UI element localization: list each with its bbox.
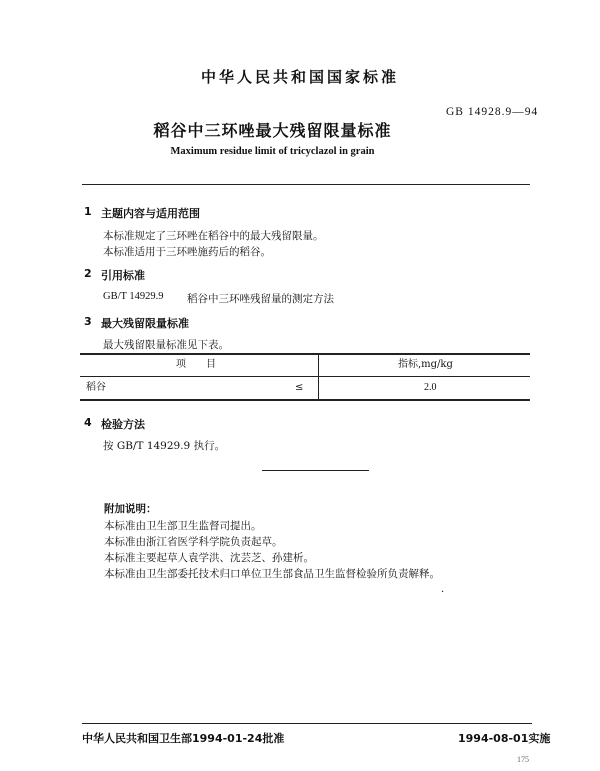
table-row	[80, 377, 530, 399]
section-1-line-2: 本标准适用于三环唑施药后的稻谷。	[103, 246, 271, 258]
section-3-heading: 最大残留限量标准	[101, 317, 189, 330]
document-title: 稻谷中三环唑最大残留限量标准	[153, 121, 392, 140]
reference-title: 稻谷中三环唑残留量的测定方法	[187, 293, 334, 305]
page-number: 175	[517, 755, 529, 764]
section-1-number: 1	[84, 205, 92, 218]
header-divider	[82, 184, 530, 185]
appendix-line-1: 本标准由卫生部卫生监督司提出。	[104, 520, 262, 532]
section-2-heading: 引用标准	[101, 269, 145, 282]
max-residue-limit-table	[80, 353, 530, 399]
implementation-date: 1994-08-01实施	[458, 732, 551, 745]
reference-code: GB/T 14929.9	[103, 291, 164, 302]
appendix-line-4: 本标准由卫生部委托技术归口单位卫生部食品卫生监督检验所负责解释。	[104, 568, 440, 580]
table-column-divider	[318, 354, 319, 399]
table-header-row	[80, 354, 530, 376]
table-cell-value: 2.0	[424, 382, 437, 393]
national-standard-heading: 中华人民共和国国家标准	[200, 68, 399, 86]
appendix-line-2: 本标准由浙江省医学科学院负责起草。	[104, 536, 283, 548]
section-1-heading: 主题内容与适用范围	[101, 207, 200, 220]
table-cell-item: 稻谷	[86, 382, 106, 393]
section-2-number: 2	[84, 267, 92, 280]
section-1-line-1: 本标准规定了三环唑在稻谷中的最大残留限量。	[103, 230, 324, 242]
table-header-item: 项 目	[176, 359, 216, 370]
appendix-line-3: 本标准主要起草人袁学洪、沈芸芝、孙建析。	[104, 552, 314, 564]
footer-divider	[82, 723, 532, 724]
section-4-heading: 检验方法	[101, 418, 145, 431]
section-3-intro: 最大残留限量标准见下表。	[103, 339, 229, 351]
body-end-divider	[262, 470, 369, 471]
approval-line: 中华人民共和国卫生部1994-01-24批准	[82, 732, 285, 745]
section-3-number: 3	[84, 315, 92, 328]
table-header-value: 指标,mg/kg	[398, 359, 453, 370]
section-4-line-1: 按 GB/T 14929.9 执行。	[103, 440, 226, 452]
table-cell-operator: ≤	[295, 382, 304, 393]
appendix-title: 附加说明：	[104, 503, 157, 515]
section-4-number: 4	[84, 416, 92, 429]
document-title-english: Maximum residue limit of tricyclazol in grain	[170, 146, 375, 157]
table-bottom-rule	[80, 399, 530, 401]
standard-code: GB 14928.9—94	[446, 106, 539, 118]
scan-speck: ·	[441, 587, 445, 598]
